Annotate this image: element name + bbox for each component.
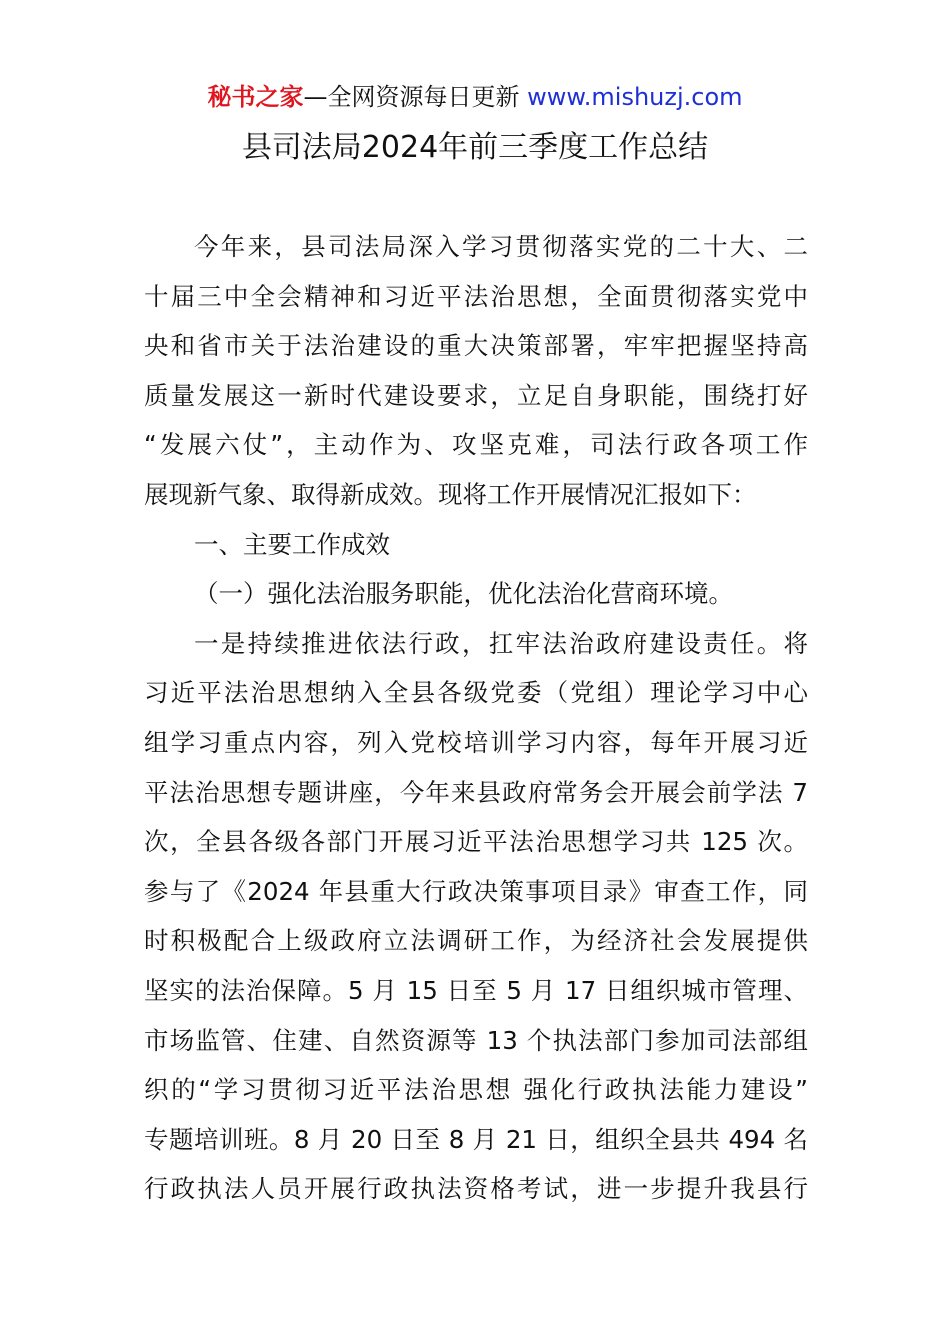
body-line: 织的“学习贯彻习近平法治思想 强化行政执法能力建设” [144, 1075, 808, 1105]
body-line: 次，全县各级各部门开展习近平法治思想学习共 125 次。 [144, 827, 808, 857]
document-body [144, 222, 808, 1214]
body-line: 质量发展这一新时代建设要求，立足自身职能，围绕打好 [144, 380, 808, 410]
body-line: 市场监管、住建、自然资源等 13 个执法部门参加司法部组 [144, 1025, 808, 1055]
body-line: 平法治思想专题讲座，今年来县政府常务会开展会前学法 7 [144, 777, 808, 807]
header-tagline: —全网资源每日更新 [303, 83, 528, 111]
body-line: 十届三中全会精神和习近平法治思想，全面贯彻落实党中 [144, 281, 808, 311]
body-line: 一是持续推进依法行政，扛牢法治政府建设责任。将 [194, 628, 808, 658]
body-line: 坚实的法治保障。5 月 15 日至 5 月 17 日组织城市管理、 [144, 975, 808, 1005]
brand-name: 秘书之家 [207, 83, 304, 111]
body-line: 行政执法人员开展行政执法资格考试，进一步提升我县行 [144, 1174, 808, 1204]
document-title: 县司法局2024年前三季度工作总结 [241, 130, 709, 165]
body-line: 央和省市关于法治建设的重大决策部署，牢牢把握坚持高 [144, 331, 808, 361]
subsection-heading: （一）强化法治服务职能，优化法治化营商环境。 [194, 579, 733, 609]
site-header [0, 80, 950, 114]
body-line: 专题培训班。8 月 20 日至 8 月 21 日，组织全县共 494 名 [144, 1124, 808, 1154]
body-line: 参与了《2024 年县重大行政决策事项目录》审查工作，同 [144, 876, 808, 906]
body-line: 组学习重点内容，列入党校培训学习内容，每年开展习近 [144, 727, 808, 757]
section-heading: 一、主要工作成效 [194, 529, 390, 559]
body-line: 时积极配合上级政府立法调研工作，为经济社会发展提供 [144, 926, 808, 956]
body-line: 展现新气象、取得新成效。现将工作开展情况汇报如下： [144, 479, 757, 509]
site-url-link[interactable]: www.mishuzj.com [527, 83, 743, 111]
body-line: “发展六仗”，主动作为、攻坚克难，司法行政各项工作 [144, 430, 808, 460]
body-line: 习近平法治思想纳入全县各级党委（党组）理论学习中心 [144, 678, 808, 708]
body-line: 今年来，县司法局深入学习贯彻落实党的二十大、二 [194, 232, 808, 261]
